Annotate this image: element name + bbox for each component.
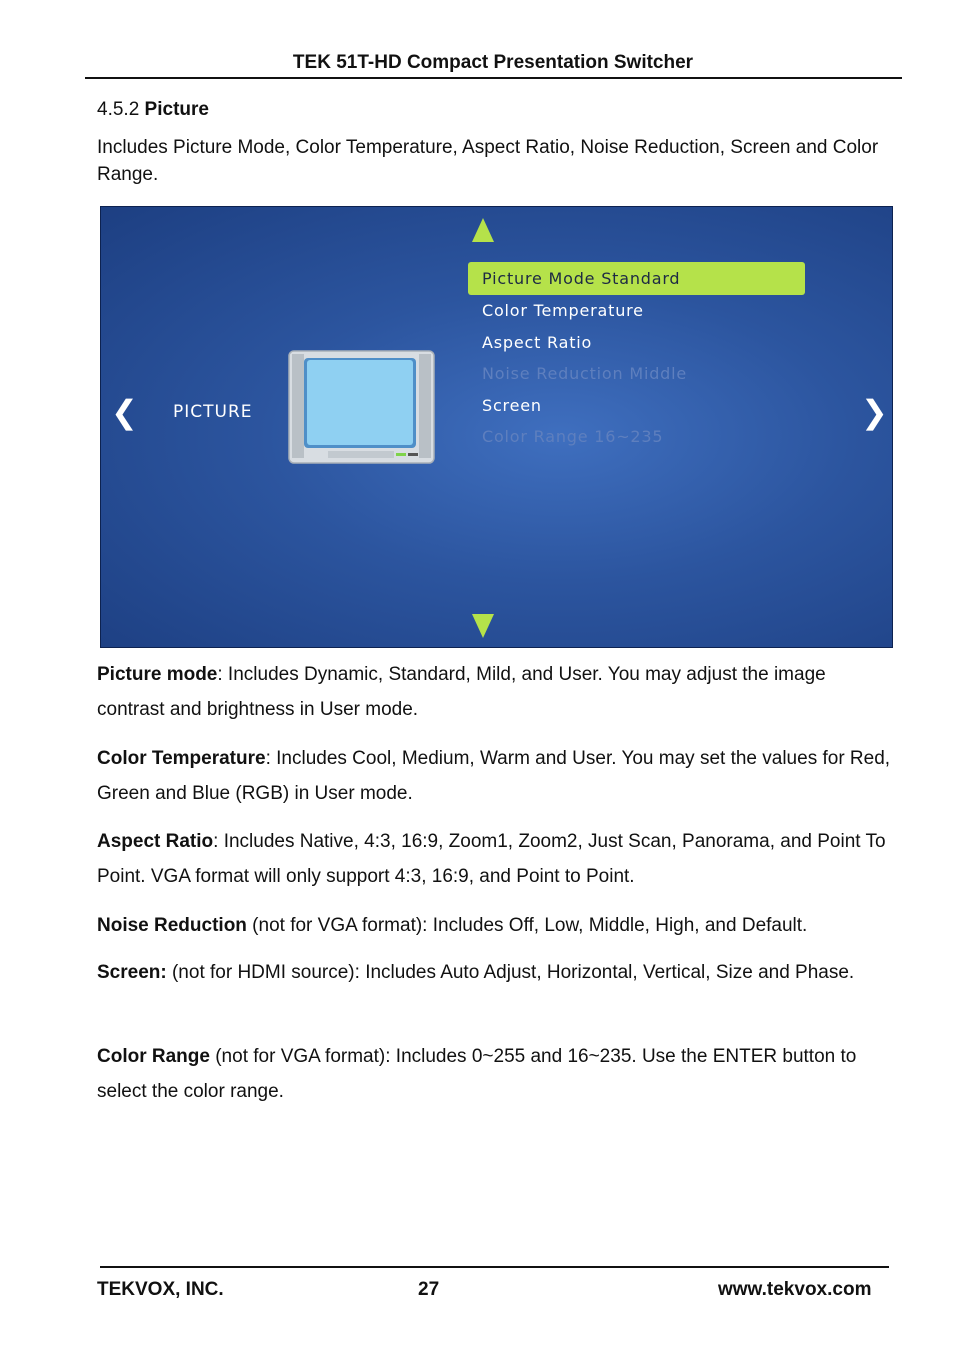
description-picture-mode bbox=[97, 657, 897, 727]
description-aspect-ratio bbox=[97, 824, 897, 894]
definition: (not for VGA format): Includes Off, Low, Middle, High, and Default. bbox=[246, 915, 808, 936]
osd-menu bbox=[468, 262, 805, 453]
section-heading bbox=[97, 99, 209, 121]
description-noise-reduction bbox=[97, 908, 897, 943]
tv-icon bbox=[288, 350, 435, 464]
definition: : Includes Cool, Medium, Warm and User. You may set the values for Red, Green and Blue (RGB) in User mode. bbox=[97, 748, 891, 804]
section-number: 4.5.2 bbox=[97, 99, 140, 120]
term: Noise Reduction bbox=[97, 915, 247, 936]
arrow-down-icon bbox=[472, 614, 494, 638]
definition: : Includes Dynamic, Standard, Mild, and User. You may adjust the image contrast and brightness in User mode. bbox=[97, 664, 826, 720]
header-rule bbox=[85, 77, 902, 79]
osd-category-label: PICTURE bbox=[173, 402, 253, 422]
term: Screen: bbox=[97, 962, 167, 983]
definition: (not for HDMI source): Includes Auto Adjust, Horizontal, Vertical, Size and Phase. bbox=[166, 962, 855, 983]
menu-item-color-temperature[interactable]: Color Temperature bbox=[482, 301, 644, 320]
menu-item-picture-mode[interactable]: Picture Mode Standard bbox=[468, 262, 805, 295]
definition: (not for VGA format): Includes 0~255 and 16~235. Use the ENTER button to select the color range. bbox=[97, 1046, 857, 1102]
term: Color Range bbox=[97, 1046, 210, 1067]
osd-screenshot bbox=[100, 206, 893, 648]
description-screen bbox=[97, 955, 897, 990]
menu-item-color-range: Color Range 16~235 bbox=[482, 427, 664, 446]
arrow-up-icon bbox=[472, 218, 494, 242]
footer-company: TEKVOX, INC. bbox=[97, 1279, 224, 1300]
footer-website: www.tekvox.com bbox=[718, 1279, 872, 1300]
menu-item-aspect-ratio[interactable]: Aspect Ratio bbox=[482, 332, 593, 352]
term: Aspect Ratio bbox=[97, 831, 214, 852]
description-color-range bbox=[97, 1039, 897, 1109]
footer-rule bbox=[100, 1266, 889, 1268]
definition: : Includes Native, 4:3, 16:9, Zoom1, Zoom2, Just Scan, Panorama, and Point To Point. VGA format will only support 4:3, 16:9, and Point to Point. bbox=[97, 831, 886, 887]
footer-page-number: 27 bbox=[418, 1279, 440, 1300]
term: Picture mode bbox=[97, 664, 218, 685]
page-header-title: TEK 51T-HD Compact Presentation Switcher bbox=[292, 52, 694, 73]
menu-item-noise-reduction: Noise Reduction Middle bbox=[482, 364, 687, 383]
term: Color Temperature bbox=[97, 748, 266, 769]
intro-paragraph: Includes Picture Mode, Color Temperature, Aspect Ratio, Noise Reduction, Screen and Color Range. bbox=[97, 137, 879, 185]
menu-item-screen[interactable]: Screen bbox=[482, 395, 542, 415]
description-color-temperature bbox=[97, 741, 897, 811]
chevron-right-icon: ❯ bbox=[861, 393, 888, 431]
section-title: Picture bbox=[144, 99, 209, 120]
chevron-left-icon: ❮ bbox=[111, 393, 138, 431]
